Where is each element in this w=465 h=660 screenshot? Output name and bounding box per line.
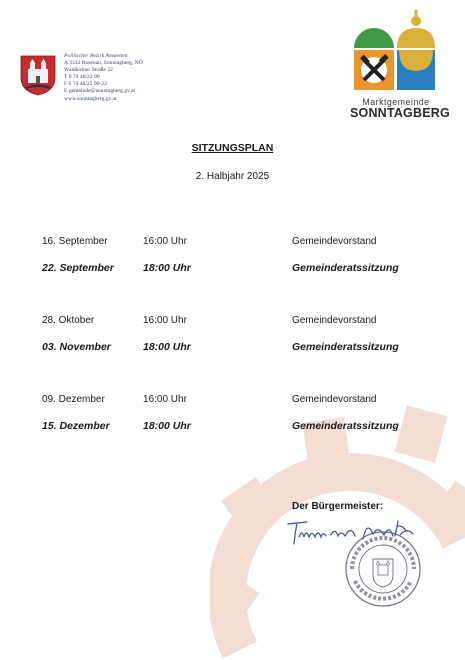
meeting-time: 16:00 Uhr [143,236,187,247]
address-line: Politischer Bezirk Amstetten [64,53,128,59]
mayor-signature-icon [285,517,420,547]
mayor-label: Der Bürgermeister: [292,501,384,512]
meeting-body: Gemeindevorstand [292,236,377,247]
brand-name-bottom: SONNTAGBERG [350,106,450,120]
meeting-time: 18:00 Uhr [143,420,191,432]
website-link[interactable]: www.sonntagberg.gv.at [64,95,117,102]
meeting-body: Gemeinderatssitzung [292,262,399,274]
brand-name-top: Marktgemeinde [362,97,430,107]
letterhead-address [64,53,143,103]
meeting-time: 16:00 Uhr [143,315,187,326]
address-line: A 3332 Rosenau, Sonntagberg, NÖ [64,60,143,67]
meeting-time: 18:00 Uhr [143,262,191,274]
schedule-row [0,341,465,355]
coat-of-arms-icon [19,54,57,96]
meeting-body: Gemeindevorstand [292,315,377,326]
meeting-body: Gemeindevorstand [292,394,377,405]
schedule-row [0,262,465,276]
meeting-date: 09. Dezember [42,394,105,405]
schedule-row [0,236,465,250]
address-line: T 0 74 48/22 90 [64,74,100,81]
document-title: SITZUNGSPLAN [191,142,274,154]
meeting-time: 18:00 Uhr [143,341,191,353]
meeting-time: 16:00 Uhr [143,394,187,405]
document-subtitle: 2. Halbjahr 2025 [195,171,270,182]
address-line: Waidhofner Straße 22 [64,67,113,74]
address-line: F 0 74 48/22 90-22 [64,81,107,88]
meeting-date: 28. Oktober [42,315,95,326]
schedule-row [0,315,465,329]
schedule-row [0,394,465,408]
meeting-body: Gemeinderatssitzung [292,420,399,432]
meeting-date: 16. September [42,236,108,247]
meeting-date: 03. November [42,341,111,353]
municipality-logo-icon [352,8,439,92]
meeting-date: 22. September [42,262,114,274]
meeting-body: Gemeinderatssitzung [292,341,399,353]
schedule-row [0,420,465,434]
meeting-date: 15. Dezember [42,420,110,432]
email-link[interactable]: E gemeinde@sonntagberg.gv.at [64,88,136,95]
